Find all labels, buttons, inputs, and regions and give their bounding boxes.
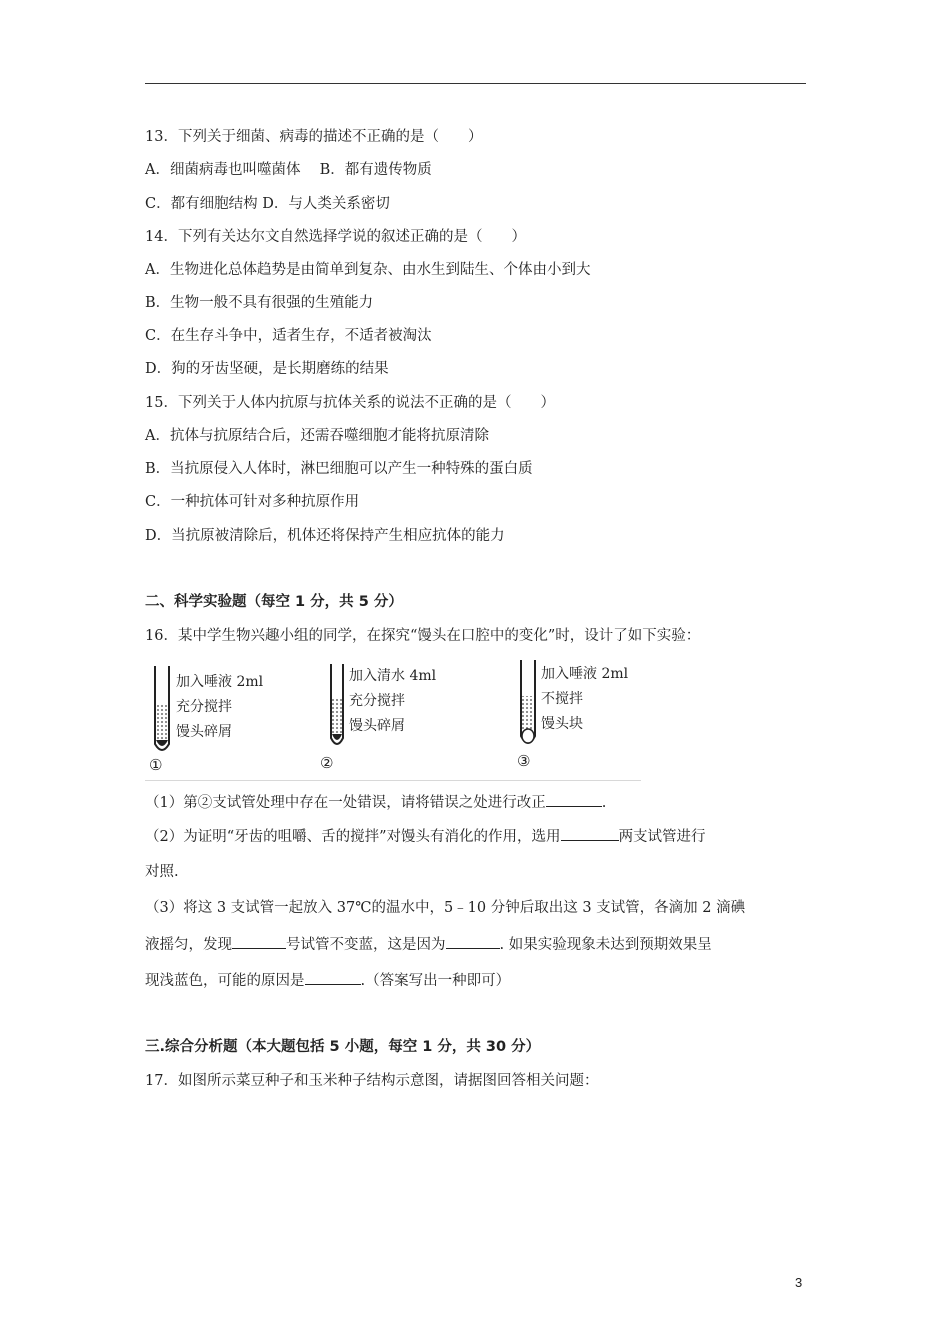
q16-part2-cont: 对照. [145,864,179,880]
q16-part3-text-3: . 如果实验现象未达到预期效果呈 [499,937,712,953]
tube-1-line2: 充分搅拌 [176,699,232,715]
q16-part2-text: （2）为证明“牙齿的咀嚼、舌的搅拌”对馒头有消化的作用，选用 [145,829,561,845]
section2-title: 二、科学实验题（每空 1 分，共 5 分） [145,594,403,610]
q17-stem: 17．如图所示菜豆种子和玉米种子结构示意图，请据图回答相关问题： [145,1073,599,1089]
q16-part1-blank[interactable] [546,792,602,807]
q13-stem: 13．下列关于细菌、病毒的描述不正确的是（ ） [145,129,483,145]
q16-part2 [145,826,706,847]
tube-3-line2: 不搅拌 [541,691,583,707]
tube-3-line1: 加入唾液 2ml [541,666,629,682]
q15-option-d: D．当抗原被清除后，机体还将保持产生相应抗体的能力 [145,528,505,544]
header-rule [145,83,806,84]
q16-part1-end: . [601,795,607,811]
q16-part3-text-5: .（答案写出一种即可） [360,973,511,989]
tube-2-line2: 充分搅拌 [349,693,405,709]
q14-option-d: D．狗的牙齿坚硬，是长期磨练的结果 [145,361,389,377]
q16-part1-text: （1）第②支试管处理中存在一处错误，请将错误之处进行改正 [145,795,546,811]
q16-part3-blank-3[interactable] [305,970,361,985]
q13-options-ab: A．细菌病毒也叫噬菌体 B．都有遗传物质 [145,162,432,178]
q16-part3-text-1: 液摇匀，发现 [145,937,232,953]
tube-1-line3: 馒头碎屑 [176,724,232,740]
page-number: 3 [795,1275,803,1290]
q16-part3-line2 [145,934,712,955]
tube-1-label: ① [149,756,163,774]
tube-2-label: ② [320,754,334,772]
section3-title: 三.综合分析题（本大题包括 5 小题，每空 1 分，共 30 分） [145,1039,541,1055]
q16-part3-line3 [145,970,510,991]
q15-stem: 15．下列关于人体内抗原与抗体关系的说法不正确的是（ ） [145,395,555,411]
q14-stem: 14．下列有关达尔文自然选择学说的叙述正确的是（ ） [145,229,526,245]
q16-part3: （3）将这 3 支试管一起放入 37℃的温水中，5﹣10 分钟后取出这 3 支试管，各滴加 2 滴碘 [145,900,746,916]
q16-part3-blank-1[interactable] [232,934,286,949]
q16-part2-text-b: 两支试管进行 [618,829,706,845]
test-tube-1-icon [148,664,176,764]
experiment-figure [145,660,641,781]
q16-part3-text-2: 号试管不变蓝，这是因为 [286,937,446,953]
tube-1-line1: 加入唾液 2ml [176,674,264,690]
q16-stem: 16．某中学生物兴趣小组的同学，在探究“馒头在口腔中的变化”时，设计了如下实验： [145,628,701,644]
q16-part3-text-4: 现浅蓝色，可能的原因是 [145,973,305,989]
q16-part3-blank-2[interactable] [446,934,500,949]
tube-2-line1: 加入清水 4ml [349,668,437,684]
q13-options-cd: C．都有细胞结构 D．与人类关系密切 [145,196,390,212]
tube-3-label: ③ [517,752,531,770]
tube-3-line3: 馒头块 [541,716,583,732]
q15-option-c: C．一种抗体可针对多种抗原作用 [145,494,360,510]
q14-option-b: B．生物一般不具有很强的生殖能力 [145,295,374,311]
q14-option-c: C．在生存斗争中，适者生存，不适者被淘汰 [145,328,432,344]
q16-part2-blank[interactable] [561,826,619,841]
q14-option-a: A．生物进化总体趋势是由简单到复杂、由水生到陆生、个体由小到大 [145,262,591,278]
q15-option-a: A．抗体与抗原结合后，还需吞噬细胞才能将抗原清除 [145,428,489,444]
q16-part1 [145,792,606,813]
test-tube-2-icon [323,662,351,754]
tube-2-line3: 馒头碎屑 [349,718,405,734]
q15-option-b: B．当抗原侵入人体时，淋巴细胞可以产生一种特殊的蛋白质 [145,461,533,477]
